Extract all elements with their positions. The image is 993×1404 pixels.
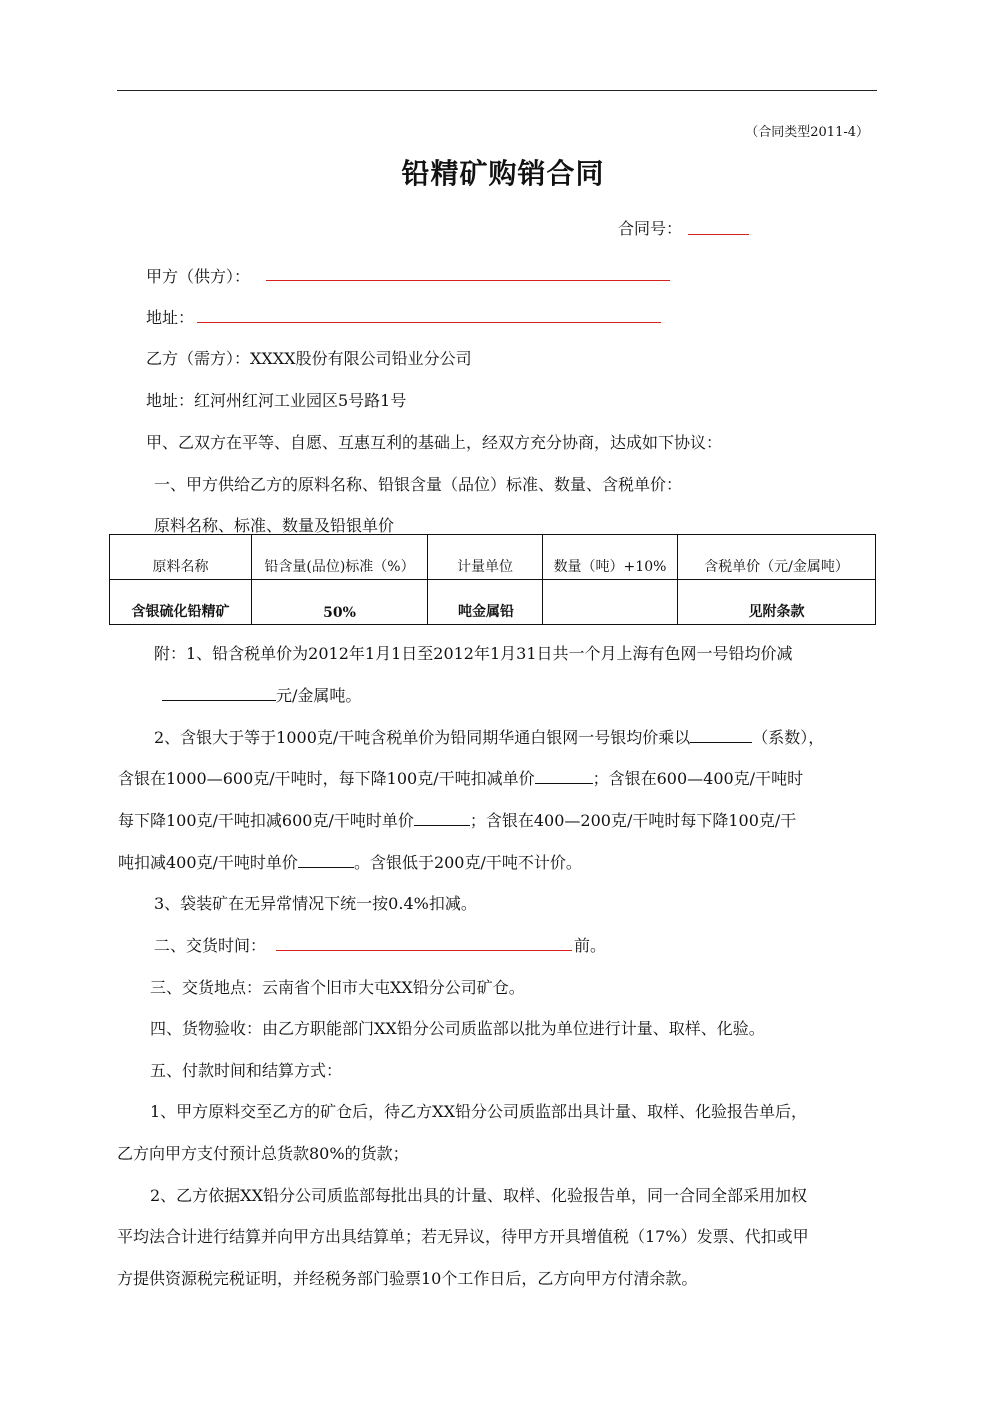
table-caption: 原料名称、标准、数量及铅银单价 (154, 516, 395, 535)
appendix-item2-text: ；含银在600—400克/干吨时 (592, 769, 804, 788)
party-a-field[interactable] (266, 280, 670, 281)
appendix-item2-text: 吨扣减400克/干吨时单价 (118, 853, 298, 872)
contract-type-label: （合同类型2011-4） (745, 125, 869, 140)
material-table (109, 534, 876, 625)
appendix-item1-line2 (162, 683, 361, 706)
table-cell: 吨金属铅 (428, 580, 543, 625)
payment-p1-line2: 乙方向甲方支付预计总货款80%的货款； (117, 1144, 409, 1163)
appendix-item2-text: 2、含银大于等于1000克/干吨含税单价为铅同期华通白银网一号银均价乘以 (154, 728, 691, 747)
delivery-time-field[interactable] (276, 950, 572, 951)
table-header-cell: 原料名称 (110, 535, 252, 580)
table-header-cell: 含税单价（元/金属吨） (678, 535, 876, 580)
party-b-address: 地址：红河州红河工业园区5号路1号 (146, 391, 407, 410)
acceptance-clause: 四、货物验收：由乙方职能部门XX铅分公司质监部以批为单位进行计量、取样、化验。 (150, 1019, 765, 1038)
table-row (110, 580, 876, 625)
payment-p2-line2: 平均法合计进行结算并向甲方出具结算单；若无异议，待甲方开具增值税（17%）发票、代扣或甲 (117, 1227, 809, 1246)
appendix-item2-text: 每下降100克/干吨扣减600克/干吨时单价 (118, 811, 414, 830)
table-header-cell: 数量（吨）+10% (543, 535, 678, 580)
deduction-blank[interactable] (414, 811, 470, 826)
payment-p1-line1: 1、甲方原料交至乙方的矿仓后，待乙方XX铅分公司质监部出具计量、取样、化验报告单后， (150, 1102, 807, 1121)
appendix-item1-line1: 附：1、铅含税单价为2012年1月1日至2012年1月31日共一个月上海有色网一号铅均价减 (154, 644, 793, 663)
coefficient-blank[interactable] (690, 728, 752, 743)
appendix-item2-suffix: （系数）， (752, 728, 825, 747)
delivery-time-suffix: 前。 (574, 936, 607, 955)
contract-number-label: 合同号： (618, 219, 683, 238)
appendix-item2-line2 (118, 766, 803, 789)
table-cell (543, 580, 678, 625)
appendix-item2-line3 (118, 808, 796, 831)
table-cell: 50% (252, 580, 428, 625)
appendix-item2-text: 含银在1000—600克/干吨时，每下降100克/干吨扣减单价 (118, 769, 535, 788)
payment-p2-line3: 方提供资源税完税证明，并经税务部门验票10个工作日后，乙方向甲方付清余款。 (117, 1269, 698, 1288)
party-a-address-field[interactable] (197, 322, 661, 323)
party-a-address-label: 地址： (146, 308, 195, 327)
appendix-item2-text: 。含银低于200克/干吨不计价。 (353, 853, 582, 872)
appendix-item3: 3、袋装矿在无异常情况下统一按0.4%扣减。 (154, 894, 477, 913)
table-header-cell: 铅含量(品位)标准（%） (252, 535, 428, 580)
table-header-row (110, 535, 876, 580)
payment-heading: 五、付款时间和结算方式： (150, 1061, 343, 1080)
header-rule (117, 90, 877, 91)
delivery-location: 三、交货地点：云南省个旧市大屯XX铅分公司矿仓。 (150, 978, 525, 997)
appendix-item2-line1 (154, 725, 824, 748)
section1-heading: 一、甲方供给乙方的原料名称、铅银含量（品位）标准、数量、含税单价： (154, 475, 683, 494)
payment-p2-line1: 2、乙方依据XX铅分公司质监部每批出具的计量、取样、化验报告单，同一合同全部采用加权 (150, 1186, 807, 1205)
appendix-item1-suffix: 元/金属吨。 (276, 686, 362, 705)
appendix-item2-text: ；含银在400—200克/干吨时每下降100克/干 (469, 811, 797, 830)
table-cell: 含银硫化铅精矿 (110, 580, 252, 625)
appendix-item2-line4 (118, 850, 582, 873)
party-b-line: 乙方（需方）：XXXX股份有限公司铅业分公司 (146, 349, 472, 368)
delivery-time-label: 二、交货时间： (154, 936, 267, 955)
contract-number-field[interactable] (688, 234, 749, 235)
table-header-cell: 计量单位 (428, 535, 543, 580)
preamble: 甲、乙双方在平等、自愿、互惠互利的基础上，经双方充分协商，达成如下协议： (146, 433, 723, 452)
deduction-blank[interactable] (298, 853, 354, 868)
deduction-blank[interactable] (535, 769, 593, 784)
table-cell: 见附条款 (678, 580, 876, 625)
deduction-blank[interactable] (162, 686, 276, 701)
document-title: 铅精矿购销合同 (401, 157, 605, 190)
party-a-label: 甲方（供方）： (146, 267, 251, 286)
